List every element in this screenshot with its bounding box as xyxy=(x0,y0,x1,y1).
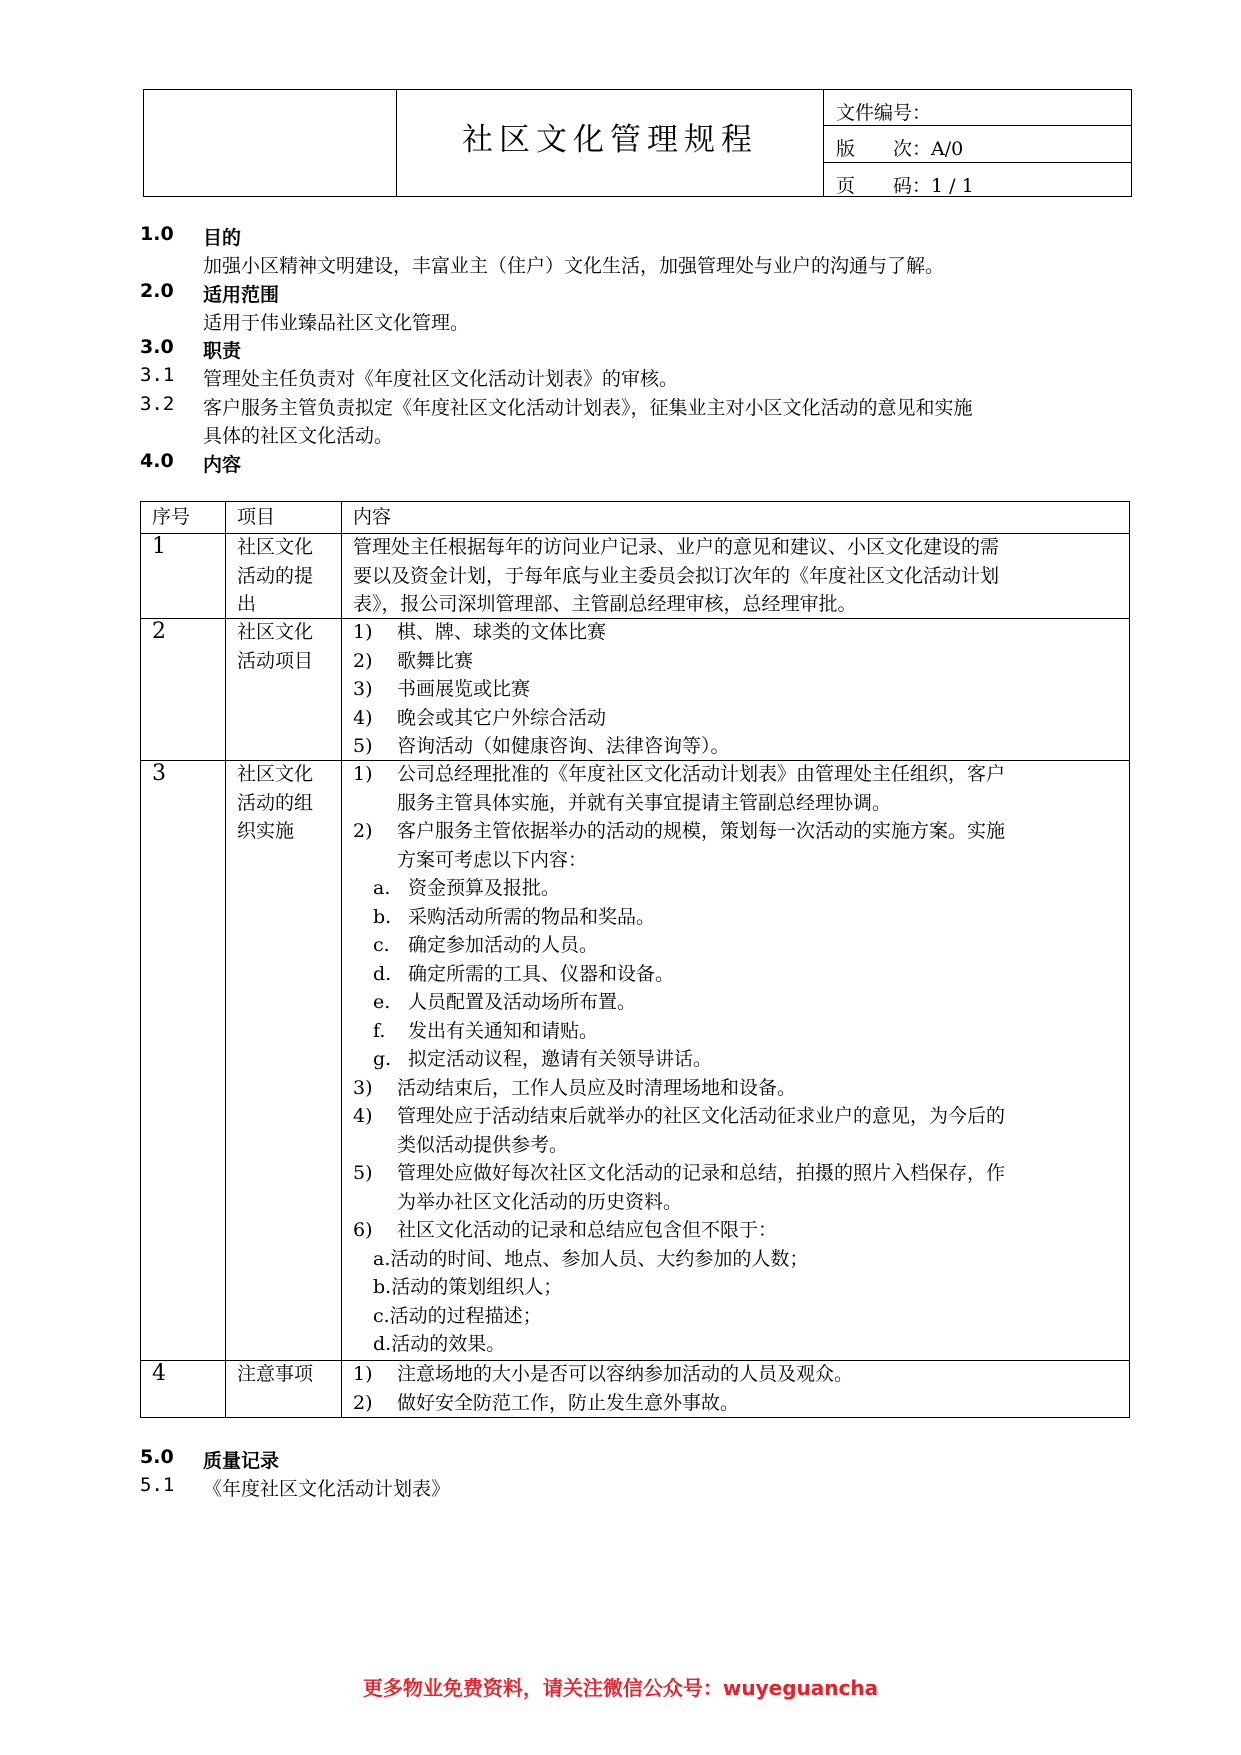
row-3-content-line: 活动结束后，工作人员应及时清理场地和设备。 xyxy=(397,1076,797,1099)
row-4-content-line: 做好安全防范工作，防止发生意外事故。 xyxy=(397,1391,740,1414)
row-3-sub-marker: e. xyxy=(373,991,391,1013)
section-4-number: 4.0 xyxy=(140,450,174,472)
row-3-marker: 4) xyxy=(353,1105,373,1127)
content-table xyxy=(140,501,1130,1418)
row-3-sub-line: 拟定活动议程，邀请有关领导讲话。 xyxy=(408,1048,713,1070)
row-3-sub-marker: g. xyxy=(373,1048,392,1070)
row-3-item-line: 织实施 xyxy=(237,820,295,842)
row-2-content-line: 歌舞比赛 xyxy=(397,649,474,672)
row-2-content-line: 棋、牌、球类的文体比赛 xyxy=(397,621,607,643)
row-2-marker: 1) xyxy=(353,621,373,643)
item-5-1-number: 5.1 xyxy=(140,1474,175,1496)
section-2-body: 适用于伟业臻品社区文化管理。 xyxy=(203,312,470,334)
row-3-content-line: 类似活动提供参考。 xyxy=(397,1133,569,1156)
row-2-content-line: 晚会或其它户外综合活动 xyxy=(397,706,607,729)
row-3-sub-marker: d. xyxy=(373,962,392,985)
row-3-sub-marker: f. xyxy=(373,1019,386,1042)
row-2-item-line: 活动项目 xyxy=(237,649,314,672)
file-number-label: 文件编号： xyxy=(836,102,932,124)
section-1-number: 1.0 xyxy=(140,223,174,245)
section-4-title: 内容 xyxy=(203,454,242,476)
row-3-sub-line: 人员配置及活动场所布置。 xyxy=(408,991,637,1013)
row-4-marker: 2) xyxy=(353,1391,373,1414)
page-number-label: 页 码：1 / 1 xyxy=(836,175,974,197)
document-header xyxy=(143,89,1132,197)
row-3-content-line: 服务主管具体实施，并就有关事宜提请主管副总经理协调。 xyxy=(397,791,892,814)
section-5-title: 质量记录 xyxy=(203,1450,280,1472)
section-2-title: 适用范围 xyxy=(203,284,280,306)
row-3-content-line: 管理处应于活动结束后就举办的社区文化活动征求业户的意见，为今后的 xyxy=(397,1105,1006,1127)
row-2-content-line: 书画展览或比赛 xyxy=(397,678,531,700)
row-1-content-line: 要以及资金计划，于每年底与业主委员会拟订次年的《年度社区文化活动计划 xyxy=(353,564,1000,587)
row-3-sub-marker: c. xyxy=(373,934,390,956)
row-3-sub-marker: b. xyxy=(373,905,392,928)
section-1-title: 目的 xyxy=(203,227,242,249)
row-3-content-line: 管理处应做好每次社区文化活动的记录和总结，拍摄的照片入档保存，作 xyxy=(397,1162,1006,1184)
item-3-2-text: 客户服务主管负责拟定《年度社区文化活动计划表》，征集业主对小区文化活动的意见和实施 xyxy=(203,397,973,419)
row-3-sub-line: 确定参加活动的人员。 xyxy=(408,934,599,956)
row-3-content-line: 公司总经理批准的《年度社区文化活动计划表》由管理处主任组织，客户 xyxy=(397,763,1006,785)
row-3-marker: 1) xyxy=(353,763,373,785)
item-5-1-text: 《年度社区文化活动计划表》 xyxy=(203,1478,451,1500)
row-4-content-line: 注意场地的大小是否可以容纳参加活动的人员及观众。 xyxy=(397,1363,854,1385)
row-3-sub-line: 资金预算及报批。 xyxy=(408,877,561,899)
row-3-sub-line: a.活动的时间、地点、参加人员、大约参加的人数； xyxy=(373,1247,809,1270)
row-2-seq: 2 xyxy=(152,619,166,644)
row-2-marker: 2) xyxy=(353,649,373,672)
row-1-item-line: 活动的提 xyxy=(237,564,314,587)
section-1-body: 加强小区精神文明建设，丰富业主（住户）文化生活，加强管理处与业户的沟通与了解。 xyxy=(203,255,945,277)
section-3-number: 3.0 xyxy=(140,336,174,358)
section-5-number: 5.0 xyxy=(140,1446,174,1468)
row-3-sub-line: d.活动的效果。 xyxy=(373,1333,506,1355)
row-3-seq: 3 xyxy=(152,761,166,786)
table-header-seq: 序号 xyxy=(152,506,191,528)
row-1-content-line: 管理处主任根据每年的访问业户记录、业户的意见和建议、小区文化建设的需 xyxy=(353,536,1000,558)
row-3-item-line: 活动的组 xyxy=(237,791,314,814)
row-3-content-line: 为举办社区文化活动的历史资料。 xyxy=(397,1190,683,1213)
row-3-sub-line: c.活动的过程描述； xyxy=(373,1304,542,1327)
row-3-sub-marker: a. xyxy=(373,877,391,899)
row-3-sub-line: b.活动的策划组织人； xyxy=(373,1276,563,1298)
row-2-marker: 5) xyxy=(353,735,373,757)
row-1-seq: 1 xyxy=(152,534,166,559)
row-2-marker: 3) xyxy=(353,678,373,700)
version-label: 版 次：A/0 xyxy=(836,138,964,160)
document-title: 社区文化管理规程 xyxy=(462,122,758,158)
item-3-1-text: 管理处主任负责对《年度社区文化活动计划表》的审核。 xyxy=(203,368,679,390)
row-4-item-line: 注意事项 xyxy=(237,1363,314,1385)
row-3-item-line: 社区文化 xyxy=(237,763,314,785)
item-3-2-text-cont: 具体的社区文化活动。 xyxy=(203,425,394,447)
section-3-title: 职责 xyxy=(203,340,242,362)
row-3-sub-line: 发出有关通知和请贴。 xyxy=(408,1019,599,1042)
row-2-content-line: 咨询活动（如健康咨询、法律咨询等）。 xyxy=(397,735,730,757)
row-3-marker: 3) xyxy=(353,1076,373,1099)
row-2-marker: 4) xyxy=(353,706,373,729)
row-1-item-line: 社区文化 xyxy=(237,536,314,558)
item-3-1-number: 3.1 xyxy=(140,364,175,386)
row-3-marker: 6) xyxy=(353,1219,373,1241)
row-3-marker: 5) xyxy=(353,1162,373,1184)
row-2-item-line: 社区文化 xyxy=(237,621,314,643)
row-3-marker: 2) xyxy=(353,820,373,842)
row-3-content-line: 方案可考虑以下内容： xyxy=(397,848,588,871)
item-3-2-number: 3.2 xyxy=(140,393,175,415)
row-3-sub-line: 确定所需的工具、仪器和设备。 xyxy=(408,962,675,985)
footer-promo-text: 更多物业免费资料，请关注微信公众号：wuyeguancha xyxy=(362,1676,879,1700)
section-2-number: 2.0 xyxy=(140,280,174,302)
row-3-content-line: 社区文化活动的记录和总结应包含但不限于： xyxy=(397,1219,778,1241)
table-header-item: 项目 xyxy=(237,506,276,528)
row-3-content-line: 客户服务主管依据举办的活动的规模，策划每一次活动的实施方案。实施 xyxy=(397,820,1006,842)
table-header-content: 内容 xyxy=(353,506,392,528)
row-1-item-line: 出 xyxy=(237,593,257,615)
row-3-sub-line: 采购活动所需的物品和奖品。 xyxy=(408,905,656,928)
row-4-marker: 1) xyxy=(353,1363,373,1385)
row-1-content-line: 表》，报公司深圳管理部、主管副总经理审核，总经理审批。 xyxy=(353,593,857,615)
row-4-seq: 4 xyxy=(152,1361,166,1386)
